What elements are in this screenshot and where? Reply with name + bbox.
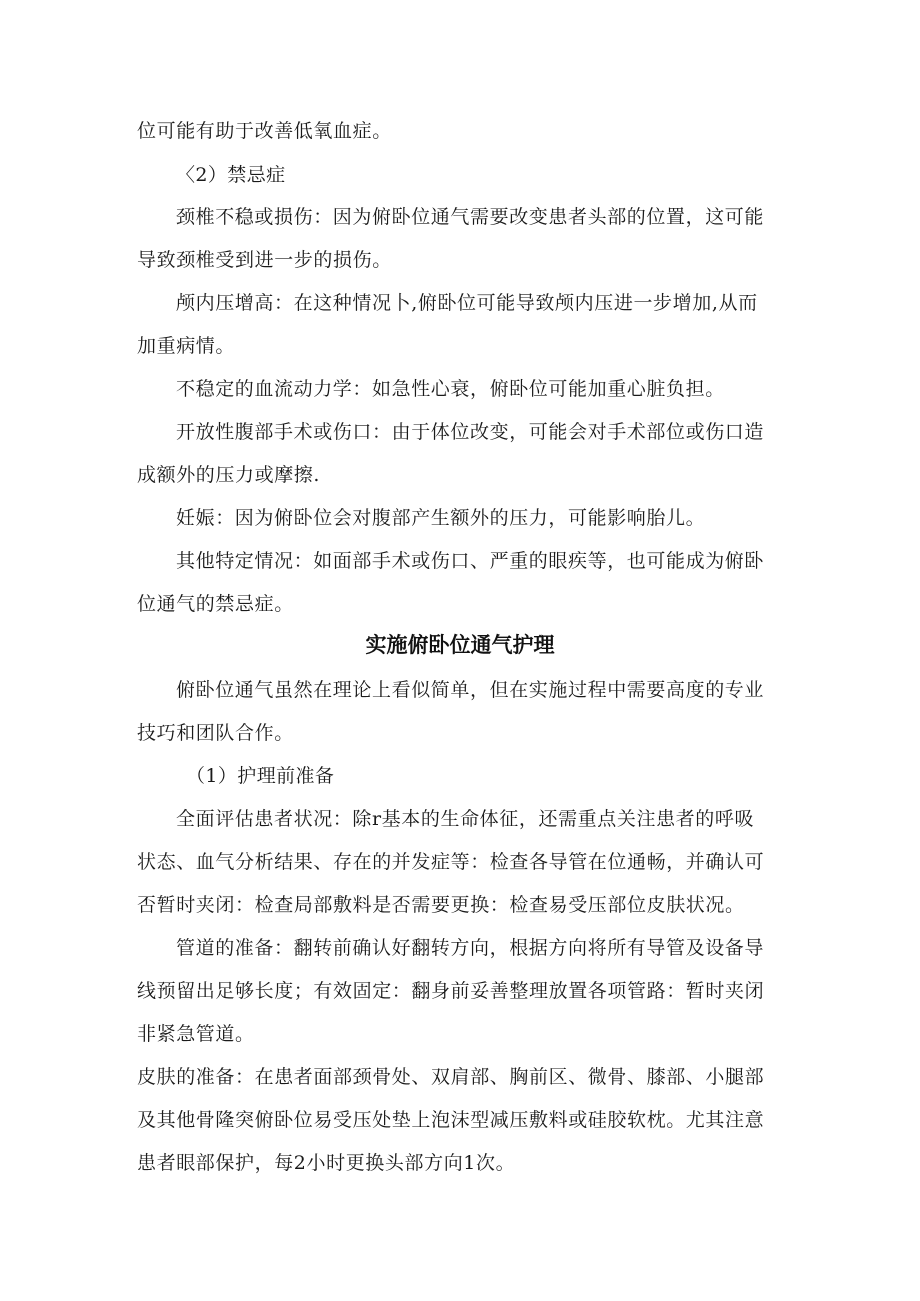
paragraph-line: 否暂时夹闭：检查局部敷料是否需要更换：检查易受压部位皮肤状况。 <box>137 894 745 916</box>
paragraph-line: 导致颈椎受到进一步的损伤。 <box>137 249 392 271</box>
paragraph-line: 不稳定的血流动力学：如急性心衰，俯卧位可能加重心脏负担。 <box>176 378 725 400</box>
section-heading: 实施俯卧位通气护理 <box>365 633 555 657</box>
paragraph-line: 加重病情。 <box>137 335 236 357</box>
paragraph-line: 皮肤的准备：在患者面部颈骨处、双肩部、胸前区、微骨、膝部、小腿部 <box>137 1066 765 1088</box>
paragraph-line: 颅内压增高：在这种情况卜,俯卧位可能导致颅内压进一步增加,从而 <box>176 292 758 314</box>
paragraph-line: 管道的准备：翻转前确认好翻转方向，根据方向将所有导管及设备导 <box>176 937 765 959</box>
paragraph-line: 妊娠：因为俯卧位会对腹部产生额外的压力，可能影响胎儿。 <box>176 507 706 529</box>
paragraph-line: 俯卧位通气虽然在理论上看似简单，但在实施过程中需要高度的专业 <box>176 679 765 701</box>
paragraph-line: 状态、血气分析结果、存在的并发症等：检查各导管在位通畅，并确认可 <box>137 851 765 873</box>
section-subheading-preparation: （1）护理前准备 <box>186 765 335 787</box>
paragraph-line: 全面评估患者状况：除r基本的生命体征，还需重点关注患者的呼吸 <box>176 808 755 830</box>
section-subheading-contraindications: 〈2）禁忌症 <box>176 164 286 186</box>
paragraph-line: 技巧和团队合作。 <box>137 722 294 744</box>
paragraph-line: 患者眼部保护，每2小时更换头部方向1次。 <box>137 1152 516 1174</box>
paragraph-line: 颈椎不稳或损伤：因为俯卧位通气需要改变患者头部的位置，这可能 <box>176 206 765 228</box>
paragraph-line: 位可能有助于改善低氧血症。 <box>137 120 392 142</box>
paragraph-line: 及其他骨隆突俯卧位易受压处垫上泡沫型减压敷料或硅胶软枕。尤其注意 <box>137 1109 765 1131</box>
paragraph-line: 开放性腹部手术或伤口：由于体位改变，可能会对手术部位或伤口造 <box>176 421 765 443</box>
paragraph-line: 其他特定情况：如面部手术或伤口、严重的眼疾等，也可能成为俯卧 <box>176 550 765 572</box>
paragraph-line: 位通气的禁忌症。 <box>137 593 294 615</box>
paragraph-line: 成额外的压力或摩擦. <box>137 464 321 486</box>
paragraph-line: 线预留出足够长度；有效固定：翻身前妥善整理放置各项管路：暂时夹闭 <box>137 980 765 1002</box>
paragraph-line: 非紧急管道。 <box>137 1023 255 1045</box>
